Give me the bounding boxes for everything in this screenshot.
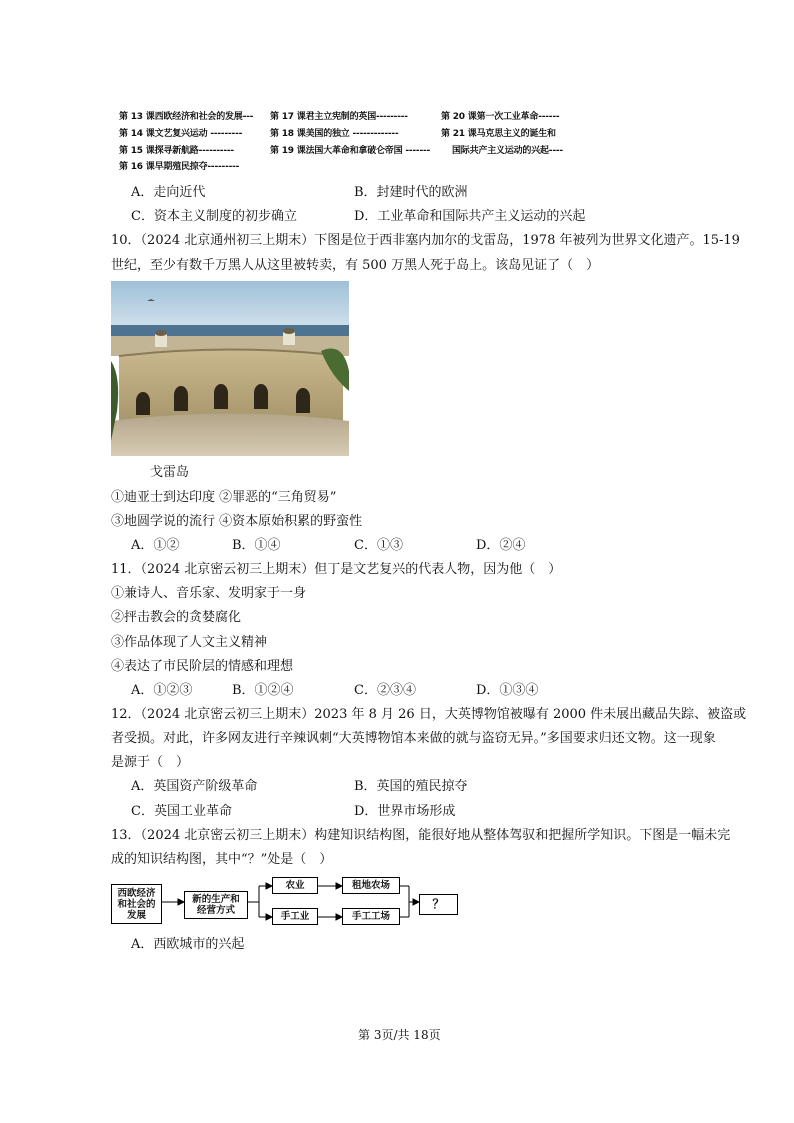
q10-option-c: C．①③: [354, 538, 403, 553]
q11-option-d: D．①③④: [476, 683, 539, 698]
q11-statement-4: ④表达了市民阶层的情感和理想: [111, 659, 294, 674]
q9-option-d: D．工业革命和国际共产主义运动的兴起: [354, 209, 586, 224]
q10-option-d: D．②④: [476, 538, 526, 553]
lesson-21: 第 21 课马克思主义的诞生和: [441, 129, 556, 139]
lesson-18: 第 18 课美国的独立 -------------: [270, 129, 399, 139]
q12-option-b: B．英国的殖民掠夺: [354, 779, 468, 794]
q12-stem-line1: 12．（2024 北京密云初三上期末）2023 年 8 月 26 日，大英博物馆被曝有 2000 件未展出藏品失踪、被盗或: [111, 707, 747, 722]
q11-stem: 11．（2024 北京密云初三上期末）但丁是文艺复兴的代表人物，因为他（ ）: [111, 562, 562, 577]
q11-statement-2: ②抨击教会的贪婪腐化: [111, 610, 242, 625]
diagram-node-workshop: 手工工场: [342, 908, 400, 925]
lesson-21-cont: 国际共产主义运动的兴起----: [452, 146, 563, 156]
diagram-node-farm: 租地农场: [342, 877, 400, 894]
q12-stem-line3: 是源于（ ）: [111, 755, 190, 770]
q13-stem-line2: 成的知识结构图，其中“？”处是（ ）: [111, 852, 333, 867]
goree-island-photo: [111, 281, 349, 456]
q12-option-d: D．世界市场形成: [354, 804, 456, 819]
q11-option-b: B．①②④: [232, 683, 294, 698]
q12-stem-line2: 者受损。对此，许多网友进行辛辣讽刺“大英博物馆本来做的就与盗窃无异。”多国要求归还文物。这一现象: [111, 731, 716, 746]
q11-option-c: C．②③④: [354, 683, 416, 698]
q10-stem-line2: 世纪，至少有数千万黑人从这里被转卖，有 500 万黑人死于岛上。该岛见证了（ ）: [111, 258, 600, 273]
q10-statements-1: ①迪亚士到达印度 ②罪恶的“三角贸易”: [111, 490, 337, 505]
photo-caption: 戈雷岛: [150, 465, 190, 480]
q11-option-a: A．①②③: [131, 683, 193, 698]
diagram-node-agriculture: 农业: [272, 877, 318, 894]
q11-statement-1: ①兼诗人、音乐家、发明家于一身: [111, 586, 307, 601]
lesson-19: 第 19 课法国大革命和拿破仑帝国 -------: [270, 146, 431, 156]
lesson-17: 第 17 课君主立宪制的英国---------: [270, 112, 408, 122]
q9-option-c: C．资本主义制度的初步确立: [131, 209, 297, 224]
q10-stem-line1: 10．（2024 北京通州初三上期末）下图是位于西非塞内加尔的戈雷岛，1978 年被列为世界文化遗产。15-19: [111, 233, 740, 248]
q9-option-b: B．封建时代的欧洲: [354, 185, 468, 200]
q13-stem-line1: 13．（2024 北京密云初三上期末）构建知识结构图，能很好地从整体驾驭和把握所学知识。下图是一幅未完: [111, 828, 731, 843]
diagram-node-mode: 新的生产和 经营方式: [184, 891, 248, 919]
lesson-20: 第 20 课第一次工业革命------: [441, 112, 560, 122]
lesson-13: 第 13 课西欧经济和社会的发展---: [119, 112, 254, 122]
q13-option-a: A．西欧城市的兴起: [131, 937, 245, 952]
lesson-16: 第 16 课早期殖民掠夺---------: [119, 162, 240, 172]
q12-option-c: C．英国工业革命: [131, 804, 232, 819]
diagram-node-unknown: ？: [419, 894, 458, 915]
page-number: 第 3页/共 18页: [358, 1028, 441, 1042]
q11-statement-3: ③作品体现了人文主义精神: [111, 635, 268, 650]
q10-statements-2: ③地圆学说的流行 ④资本原始积累的野蛮性: [111, 514, 363, 529]
q10-option-b: B．①④: [232, 538, 281, 553]
q10-option-a: A．①②: [131, 538, 180, 553]
diagram-node-handicraft: 手工业: [272, 908, 318, 925]
lesson-14: 第 14 课文艺复兴运动 ---------: [119, 129, 243, 139]
q12-option-a: A．英国资产阶级革命: [131, 779, 258, 794]
diagram-node-root: 西欧经济 和社会的 发展: [111, 884, 162, 924]
q9-option-a: A．走向近代: [131, 185, 206, 200]
lesson-15: 第 15 课探寻新航路----------: [119, 146, 234, 156]
